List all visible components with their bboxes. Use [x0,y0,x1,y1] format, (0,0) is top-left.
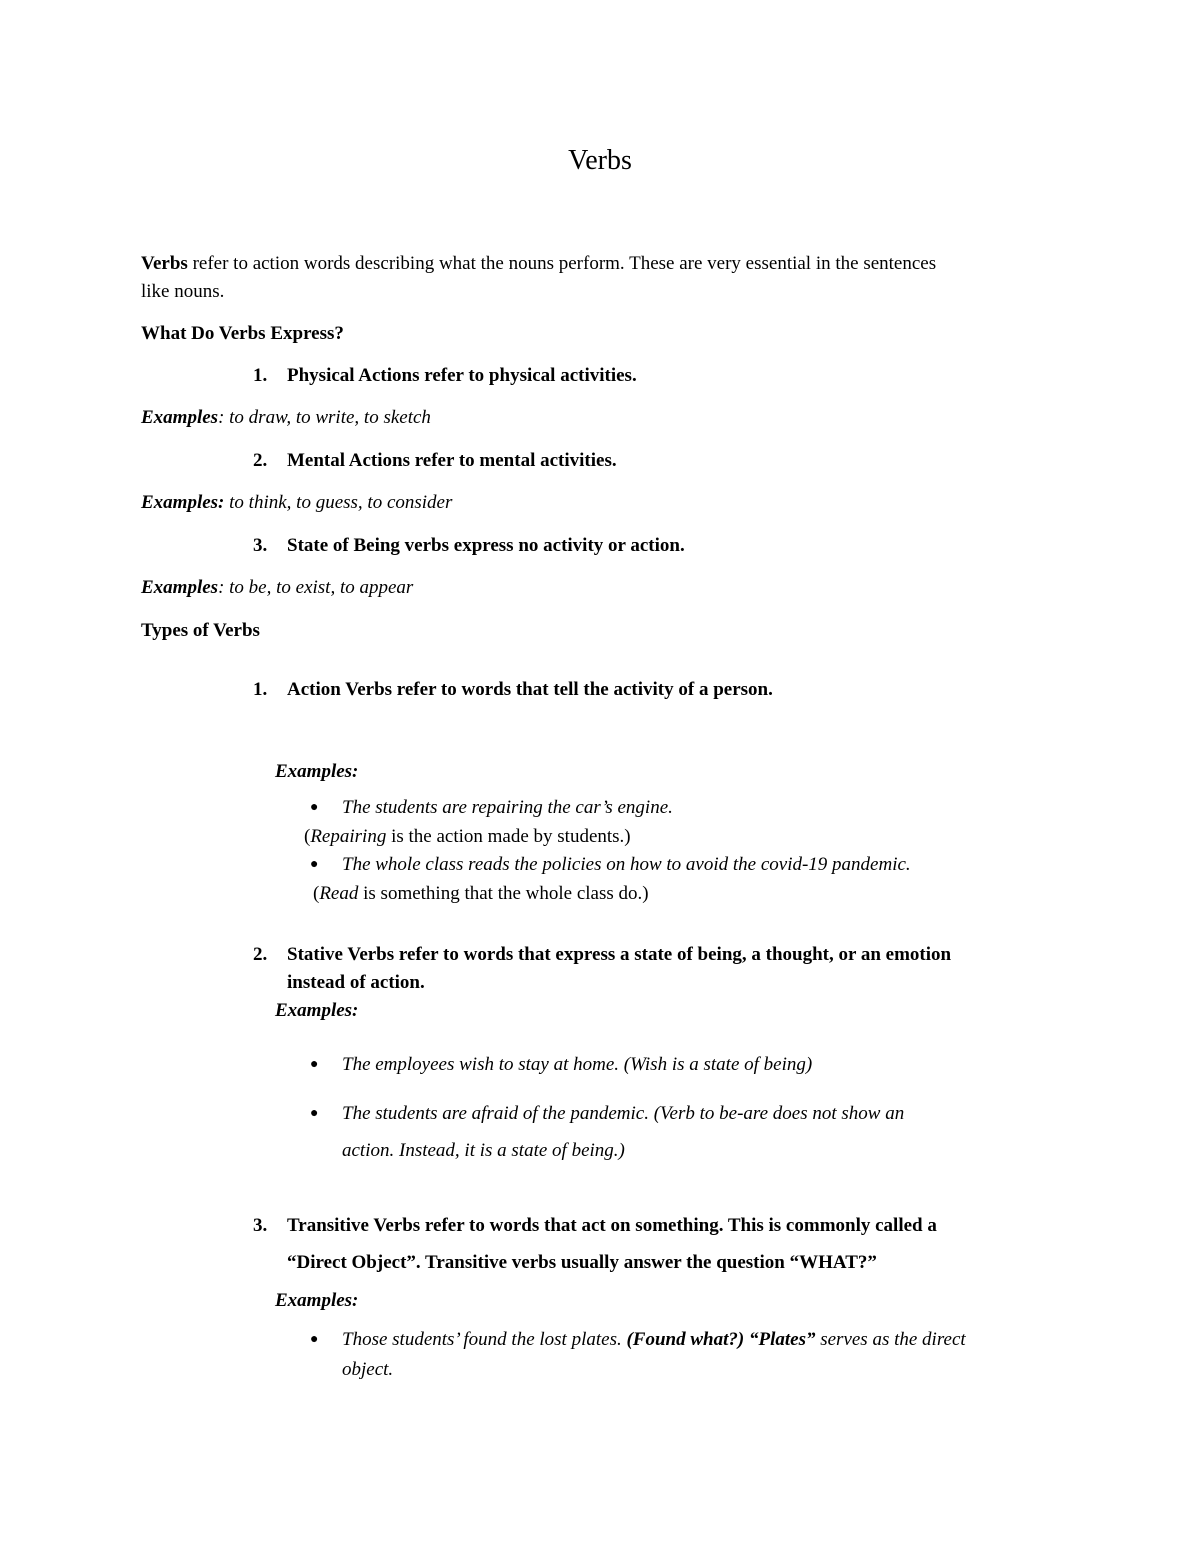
bullet-icon: ● [310,1106,319,1121]
express-item-text: Physical Actions refer to physical activities. [287,365,637,386]
note-keyword: Repairing [310,826,387,847]
note-keyword: Read [319,883,359,904]
intro-line-2: like nouns. [141,281,225,302]
list-number: 2. [253,450,268,471]
examples-label: Examples: [141,492,225,513]
intro-text: refer to action words describing what the nouns perform. These are very essential in the sentences [187,253,937,274]
express-example-1 [141,404,431,432]
express-example-2 [141,489,452,517]
bullet-icon: ● [310,800,319,815]
list-number: 2. [253,944,268,965]
transitive-example-1 [342,1326,966,1354]
types-item-stative [253,941,951,969]
intro-term: Verbs [141,253,188,274]
types-item-transitive [253,1212,937,1240]
types-item-action [253,676,773,704]
express-item-text: State of Being verbs express no activity or action. [287,535,685,556]
examples-colon: : [218,407,225,428]
examples-colon: : [218,577,225,598]
list-number: 1. [253,365,268,386]
note-text: is the action made by students.) [386,826,631,847]
examples-text: to be, to exist, to appear [224,577,414,598]
examples-label: Examples [141,577,219,598]
stative-examples-label: Examples: [275,1000,359,1021]
stative-example-1: The employees wish to stay at home. (Wish is a state of being) [342,1054,813,1075]
action-example-2-note [313,880,649,908]
example-text: Those students’ found the lost plates. [342,1329,627,1350]
express-example-3 [141,574,413,602]
transitive-examples-label: Examples: [275,1290,359,1311]
action-example-1-note [304,823,631,851]
express-item-text: Mental Actions refer to mental activities. [287,450,617,471]
stative-example-2: The students are afraid of the pandemic. (Verb to be-are does not show an [342,1103,905,1124]
example-bold-object: “Plates” [748,1329,816,1350]
intro-line-1 [141,250,936,278]
examples-text: to draw, to write, to sketch [224,407,431,428]
note-paren: ( [313,883,320,904]
types-item-stative-cont: instead of action. [287,972,425,993]
action-example-1: The students are repairing the car’s engine. [342,797,673,818]
examples-label: Examples [141,407,219,428]
note-paren: ( [304,826,311,847]
section-heading-express: What Do Verbs Express? [141,323,344,344]
section-heading-types: Types of Verbs [141,620,260,641]
example-bold-question: (Found what?) [626,1329,745,1350]
express-item-2 [253,447,617,475]
types-item-transitive-cont: “Direct Object”. Transitive verbs usually answer the question “WHAT?” [287,1252,877,1273]
transitive-example-1-cont: object. [342,1359,394,1380]
types-item-text: Action Verbs refer to words that tell the activity of a person. [287,679,773,700]
list-number: 1. [253,679,268,700]
stative-example-2-cont: action. Instead, it is a state of being.) [342,1140,625,1161]
action-examples-label: Examples: [275,761,359,782]
example-text: serves as the direct [815,1329,966,1350]
bullet-icon: ● [310,857,319,872]
page-title: Verbs [568,145,632,176]
types-item-text: Stative Verbs refer to words that express a state of being, a thought, or an emotion [287,944,952,965]
note-text: is something that the whole class do.) [358,883,649,904]
express-item-3 [253,532,685,560]
list-number: 3. [253,1215,268,1236]
types-item-text: Transitive Verbs refer to words that act on something. This is commonly called a [287,1215,937,1236]
bullet-icon: ● [310,1332,319,1347]
bullet-icon: ● [310,1057,319,1072]
examples-text: to think, to guess, to consider [224,492,453,513]
express-item-1 [253,362,637,390]
action-example-2: The whole class reads the policies on how to avoid the covid-19 pandemic. [342,854,911,875]
list-number: 3. [253,535,268,556]
